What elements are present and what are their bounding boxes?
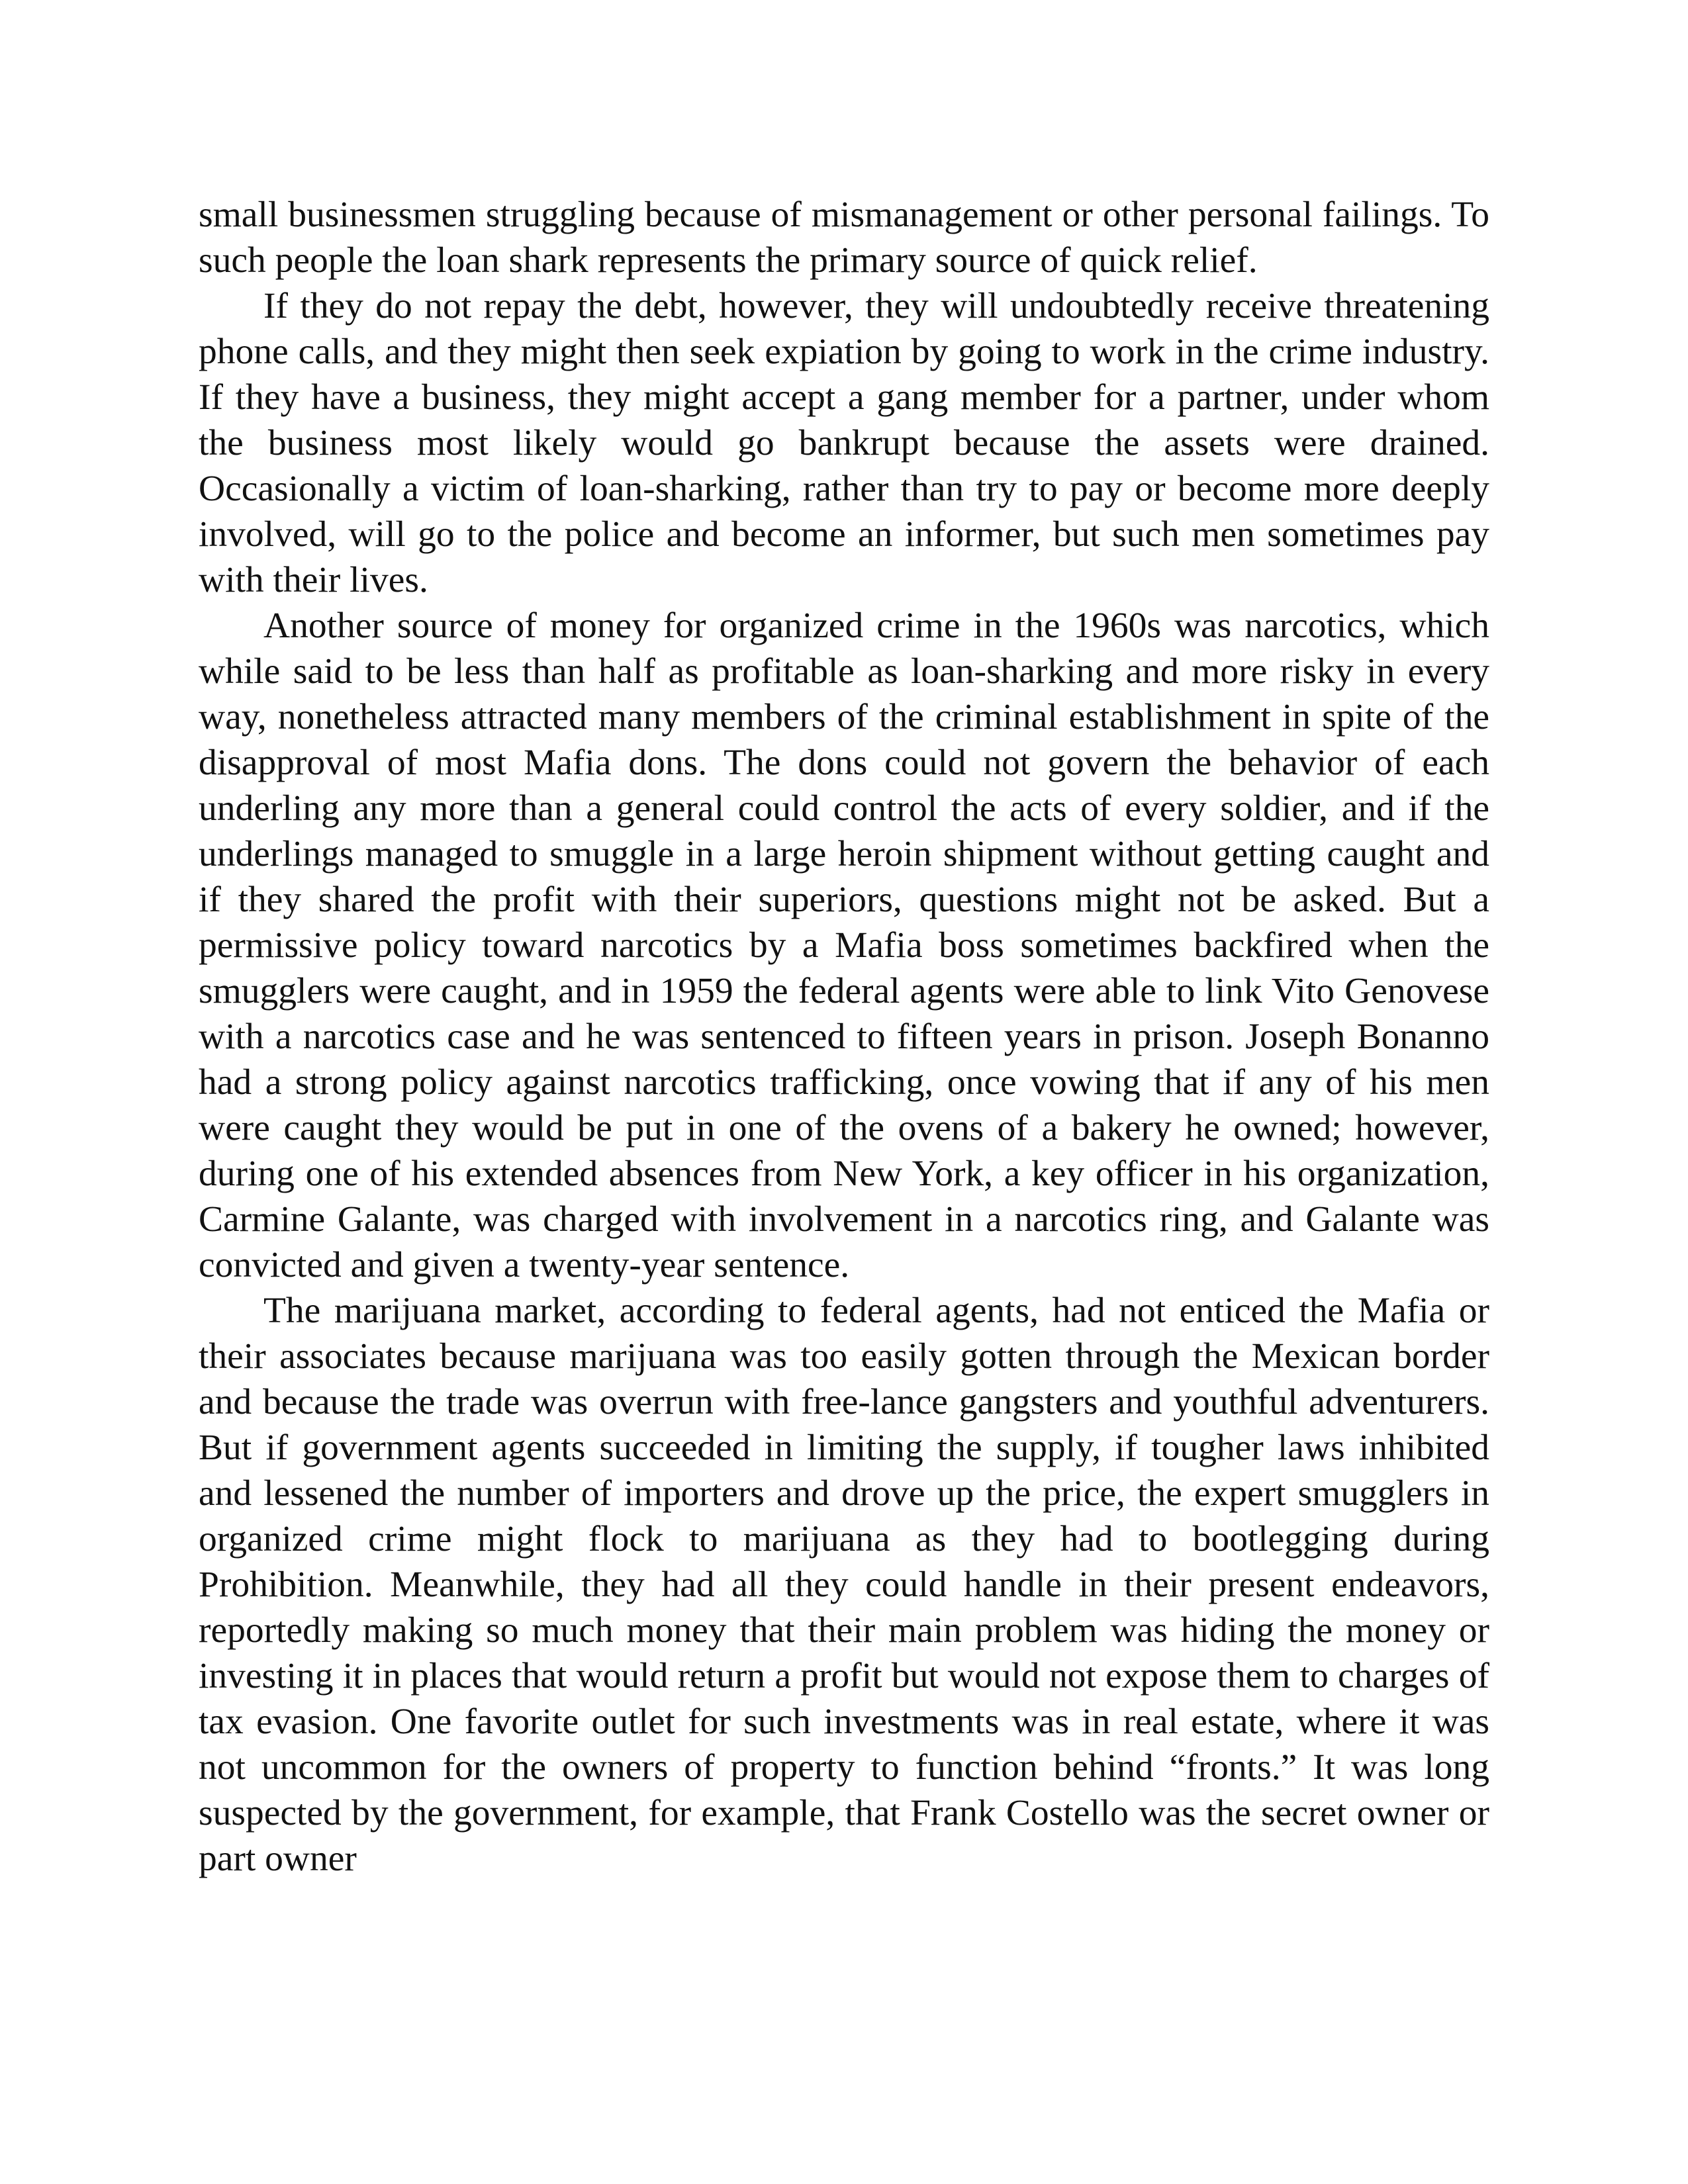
paragraph-loan-shark-repayment: If they do not repay the debt, however, they will undoubtedly receive threatening phone calls, and they might then seek expiation by going to work in the crime industry. If they have a business, they might accept a gang member for a partner, under whom the business most likely would go bankrupt because the assets were drained. Occasionally a victim of loan-sharking, rather than try to pay or become more deeply involved, will go to the police and become an informer, but such men sometimes pay with their lives.	[199, 286, 1489, 600]
paragraph-narcotics: Another source of money for organized crime in the 1960s was narcotics, which while said to be less than half as profitable as loan-sharking and more risky in every way, nonetheless attracted many members of the criminal establishment in spite of the disapproval of most Mafia dons. The dons could not govern the behavior of each underling any more than a general could control the acts of every soldier, and if the underlings managed to smuggle in a large heroin shipment without getting caught and if they shared the profit with their superiors, questions might not be asked. But a permissive policy toward narcotics by a Mafia boss sometimes backfired when the smugglers were caught, and in 1959 the federal agents were able to link Vito Genovese with a narcotics case and he was sentenced to fifteen years in prison. Joseph Bonanno had a strong policy against narcotics trafficking, once vowing that if any of his men were caught they would be put in one of the ovens of a bakery he owned; however, during one of his extended absences from New York, a key officer in his organization, Carmine Galante, was charged with involvement in a narcotics ring, and Galante was convicted and given a twenty-year sentence.	[199, 606, 1489, 1285]
paragraph-continued: small businessmen struggling because of mismanagement or other personal failings. To such people the loan shark represents the primary source of quick relief.	[199, 195, 1489, 281]
document-page	[199, 192, 1489, 1882]
paragraph-marijuana-market: The marijuana market, according to federal agents, had not enticed the Mafia or their associates because marijuana was too easily gotten through the Mexican border and because the trade was overrun with free-lance gangsters and youthful adventurers. But if government agents succeeded in limiting the supply, if tougher laws inhibited and lessened the number of importers and drove up the price, the expert smugglers in organized crime might flock to marijuana as they had to bootlegging during Prohibition. Meanwhile, they had all they could handle in their present endeavors, reportedly making so much money that their main problem was hiding the money or investing it in places that would return a profit but would not expose them to charges of tax evasion. One favorite outlet for such investments was in real estate, where it was not uncommon for the owners of property to function behind “fronts.” It was long suspected by the government, for example, that Frank Costello was the secret owner or part owner	[199, 1291, 1489, 1879]
